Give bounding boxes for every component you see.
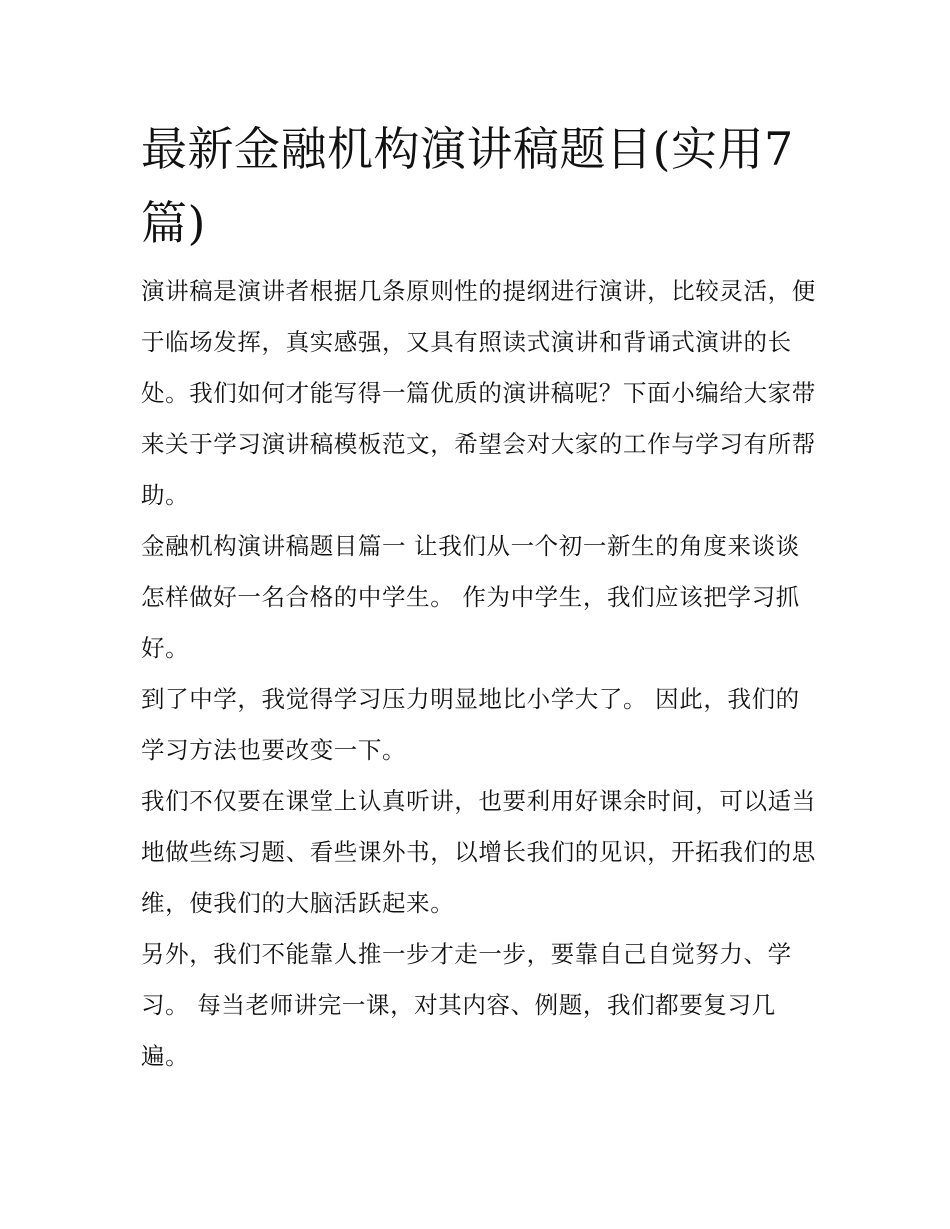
paragraph-self-study: 另外，我们不能靠人推一步才走一步，要靠自己自觉努力、学习。 每当老师讲完一课，对其内容、例题，我们都要复习几遍。 bbox=[141, 940, 792, 1070]
paragraph-class-time: 我们不仅要在课堂上认真听讲，也要利用好课余时间，可以适当地做些练习题、看些课外书，以增长我们的见识，开拓我们的思维，使我们的大脑活跃起来。 bbox=[141, 787, 816, 917]
paragraph-article-one: 金融机构演讲稿题目篇一 让我们从一个初一新生的角度来谈谈怎样做好一名合格的中学生。 作为中学生，我们应该把学习抓好。 bbox=[141, 532, 800, 662]
document-content bbox=[141, 112, 817, 1082]
document-title: 最新金融机构演讲稿题目(实用7篇) bbox=[141, 122, 794, 250]
paragraph-intro: 演讲稿是演讲者根据几条原则性的提纲进行演讲，比较灵活，便于临场发挥，真实感强，又具有照读式演讲和背诵式演讲的长处。我们如何才能写得一篇优质的演讲稿呢？下面小编给大家带来关于学习演讲稿模板范文，希望会对大家的工作与学习有所帮助。 bbox=[141, 277, 816, 509]
paragraph-middle-school: 到了中学，我觉得学习压力明显地比小学大了。 因此，我们的学习方法也要改变一下。 bbox=[141, 685, 800, 764]
document-body bbox=[141, 266, 817, 1082]
